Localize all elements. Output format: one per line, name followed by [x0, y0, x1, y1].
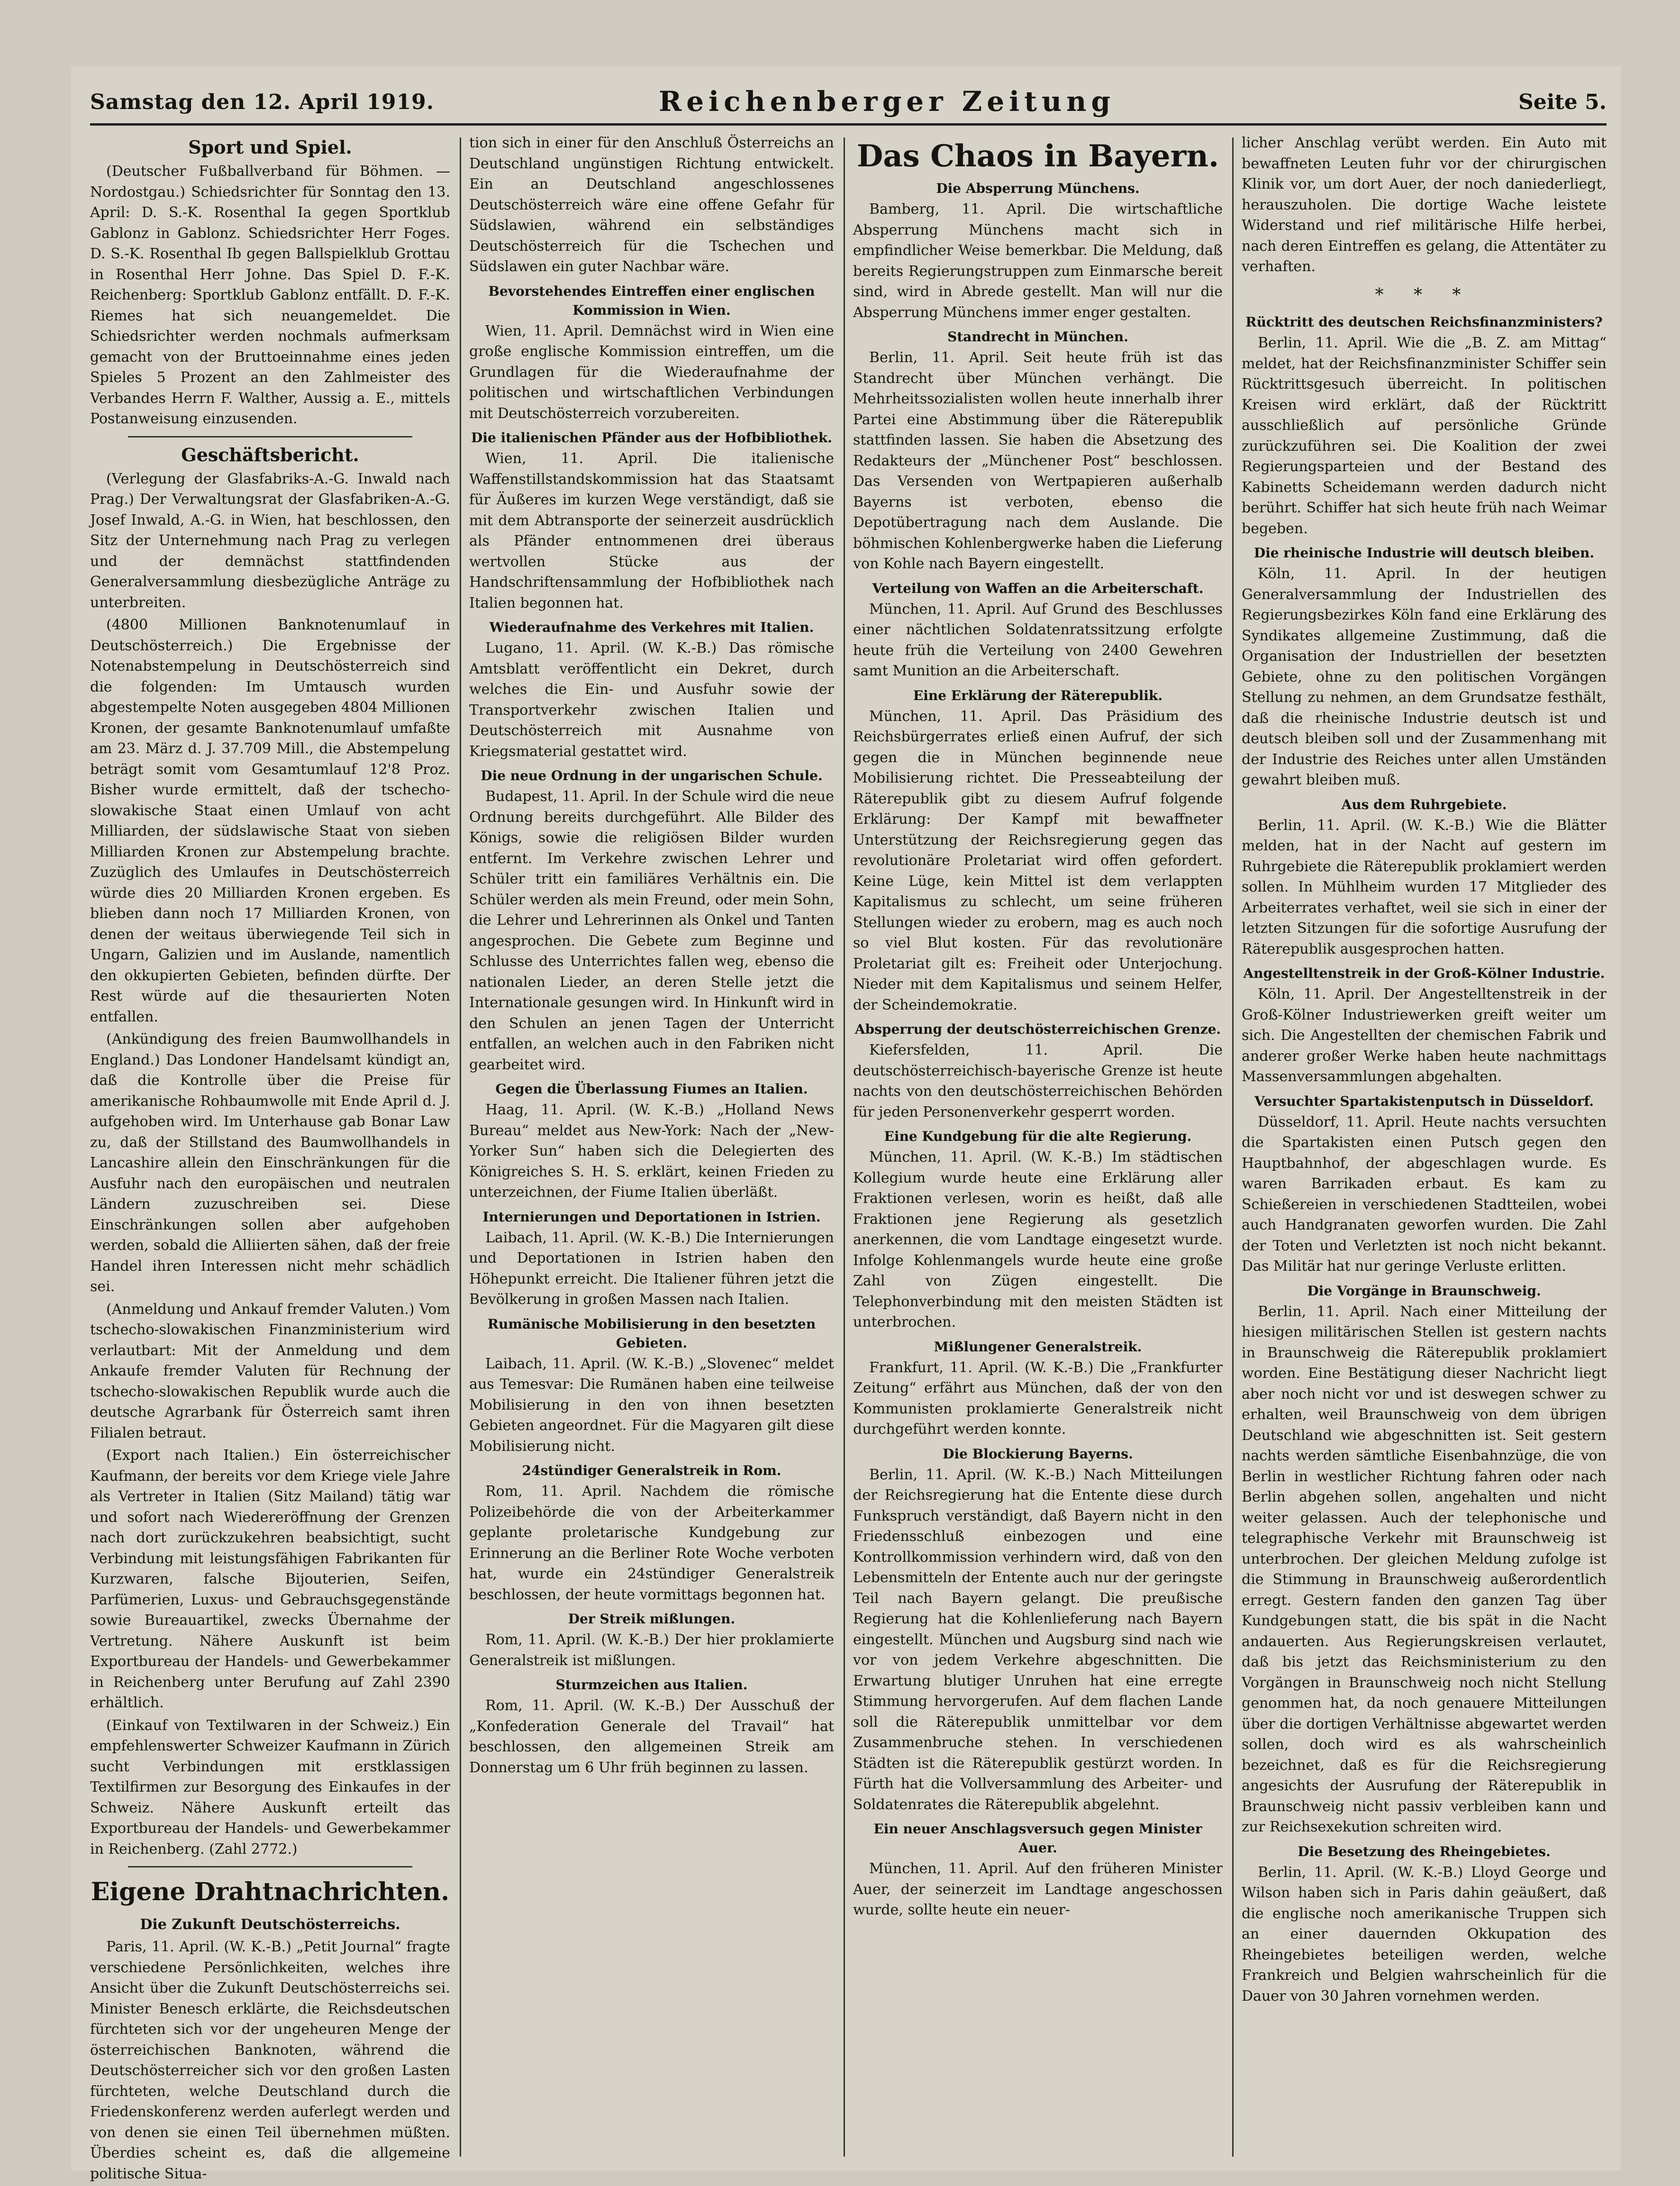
- article-heading: Aus dem Ruhrgebiete.: [1341, 796, 1507, 812]
- article-heading: Bevorstehendes Eintreffen einer englischen Kommission in Wien.: [488, 283, 815, 318]
- article-heading: Der Streik mißlungen.: [568, 1611, 736, 1627]
- article-body: Paris, 11. April. (W. K.-B.) „Petit Journal“ fragte verschiedene Persönlichkeiten, welches ihre Ansicht über die Zukunft Deutschösterreichs sei. Minister Benesch erklärte, die Reichsdeutschen fürchteten sich vor der ungeheuren Menge der österreichischen Banknoten, während die Deutschösterreicher sich vor den großen Lasten fürchteten, welche Deutschland durch die Friedenskonferenz werden auferlegt werden und von denen sie einen Teil übernehmen müßten. Überdies scheint es, daß die allgemeine politische Situa-: [90, 1939, 450, 2182]
- article-body: Bamberg, 11. April. Die wirtschaftliche Absperrung Münchens macht sich in empfindlicher Weise bemerkbar. Die Meldung, daß bereits Regierungstruppen zum Einmarsche bereit sind, wird in Abrede gestellt. Man will nur die Absperrung Münchens immer enger gestalten.: [853, 201, 1223, 321]
- column-4: [1242, 133, 1607, 2157]
- article-body: Haag, 11. April. (W. K.-B.) „Holland News Bureau“ meldet aus New-York: Nach der „New-Yorker Sun“ haben sich die Delegierten des Königreiches S. H. S. erklärt, keinen Frieden zu unterzeichnen, der Fiume Italien überläßt.: [469, 1102, 834, 1201]
- article-heading: Gegen die Überlassung Fiumes an Italien.: [495, 1081, 808, 1097]
- business-item: (Einkauf von Textilwaren in der Schweiz.) Ein empfehlenswerter Schweizer Kaufmann in Zürich sucht Verbindungen mit erstklassigen Textilfirmen zur Besorgung des Einkaufes in der Schweiz. Nähere Auskunft erteilt das Exportbureau der Handels- und Gewerbekammer in Reichenberg. (Zahl 2772.): [90, 1717, 450, 1858]
- article-heading: Eine Kundgebung für die alte Regierung.: [884, 1129, 1192, 1144]
- article-body: Wien, 11. April. Die italienische Waffenstillstandskommission hat das Staatsamt für Äußeres im kurzen Wege verständigt, daß sie mit dem Abtransporte der seinerzeit ausdrücklich als Pfänder entnommenen drei überaus wertvollen Stücke aus der Handschriftensammlung der Hofbibliothek nach Italien begonnen hat.: [469, 450, 834, 611]
- article-heading: Die neue Ordnung in der ungarischen Schule.: [481, 768, 823, 783]
- page-number: Seite 5.: [1518, 90, 1607, 114]
- article-body: Budapest, 11. April. In der Schule wird die neue Ordnung bereits durchgeführt. Alle Bilder des Königs, sowie die religiösen Bilder wurden entfernt. Im Verkehre zwischen Lehrer und Schüler tritt ein familiäres Verhältnis ein. Die Schüler werden als mein Freund, oder mein Sohn, die Lehrer und Lehrerinnen als Onkel und Tanten angesprochen. Die Gebete zum Beginne und Schlusse des Unterrichtes fallen weg, ebenso die nationalen Lieder, an deren Stelle jetzt die Internationale gesungen wird. In Hinkunft wird in den Schulen an jenen Tagen der Unterricht entfallen, an welchen auch in den Fabriken nicht gearbeitet wird.: [469, 788, 834, 1073]
- article-heading: Standrecht in München.: [947, 329, 1128, 345]
- business-item: (Ankündigung des freien Baumwollhandels in England.) Das Londoner Handelsamt kündigt an, daß die Kontrolle über die Preise für amerikanische Rohbaumwolle mit Ende April d. J. aufgehoben wird. Im Unterhause gab Bonar Law zu, daß der Stillstand des Baumwollhandels in Lancashire allein den Einschränkungen für die Ausfuhr nach den europäischen und neutralen Ländern zuzuschreiben sei. Diese Einschränkungen sollen aber aufgehoben werden, sobald die Alliierten sähen, daß der freie Handel ihren Interessen nicht mehr schädlich sei.: [90, 1031, 450, 1295]
- article-body: München, 11. April. (W. K.-B.) Im städtischen Kollegium wurde heute eine Erklärung aller Fraktionen verlesen, worin es heißt, daß alle Fraktionen jene Regierung als gesetzlich anerkennen, die vom Landtage eingesetzt wurde. Infolge Kohlenmangels wurde heute eine große Zahl von Zügen eingestellt. Die Telephonverbindung mit den meisten Städten ist unterbrochen.: [853, 1149, 1223, 1330]
- column-1: [90, 133, 450, 2182]
- newspaper-title: Reichenberger Zeitung: [659, 85, 1115, 118]
- article-heading: Sturmzeichen aus Italien.: [555, 1677, 748, 1693]
- article-body: Laibach, 11. April. (W. K.-B.) Die Internierungen und Deportationen in Istrien haben den Höhepunkt erreicht. Die Italiener führen jetzt die Bevölkerung in großen Massen nach Italien.: [469, 1229, 834, 1308]
- masthead: [90, 81, 1607, 126]
- column-separator: [844, 137, 845, 2157]
- business-item: (4800 Millionen Banknotenumlauf in Deutschösterreich.) Die Ergebnisse der Notenabstempelung in Deutschösterreich sind die folgenden: Im Umtausch wurden abgestempelte Noten ausgegeben 4804 Millionen Kronen, der gesamte Banknotenumlauf umfaßte am 23. März d. J. 37.709 Mill., die Abstempelung beträgt somit vom Gesamtumlauf 12'8 Proz. Bisher wurde ermittelt, daß der tschecho-slowakische Staat einen Umlauf von acht Milliarden, der südslawische Staat von sieben Milliarden Kronen zur Abstempelung brachte. Zuzüglich des Umlaufes in Deutschösterreich würde dies 20 Milliarden Kronen ergeben. Es blieben dann noch 17 Milliarden Kronen, von denen der weitaus überwiegende Teil sich in Ungarn, Galizien und im Auslande, namentlich den okkupierten Gebieten, befinden dürfte. Der Rest würde auf die thesaurierten Noten entfallen.: [90, 617, 450, 1025]
- article-heading: Eine Erklärung der Räterepublik.: [913, 687, 1163, 703]
- article-body: Köln, 11. April. Der Angestelltenstreik in der Groß-Kölner Industriewerken greift weiter um sich. Die Angestellten der chemischen Fabrik und anderer großer Werke haben heute nachmittags Massenversammlungen abgehalten.: [1242, 986, 1607, 1085]
- article-body: Berlin, 11. April. Wie die „B. Z. am Mittag“ meldet, hat der Reichsfinanzminister Schiffer sein Rücktrittsgesuch überreicht. In politischen Kreisen wird erklärt, daß der Rücktritt ausschließlich auf persönliche Gründe zurückzuführen sei. Die Koalition der zwei Regierungsparteien und der Bestand des Kabinetts Scheidemann werden dadurch nicht berührt. Schiffer hat sich heute früh nach Weimar begeben.: [1242, 335, 1607, 537]
- article-heading: Versuchter Spartakistenputsch in Düsseldorf.: [1254, 1093, 1594, 1109]
- article-body: Laibach, 11. April. (W. K.-B.) „Slovenec“ meldet aus Temesvar: Die Rumänen haben eine teilweise Mobilisierung in den von ihnen besetzten Gebieten angeordnet. Für die Magyaren gilt diese Mobilisierung nicht.: [469, 1355, 834, 1455]
- article-heading: Internierungen und Deportationen in Istrien.: [482, 1209, 821, 1225]
- column-2: [469, 133, 834, 2157]
- article-body: Lugano, 11. April. (W. K.-B.) Das römische Amtsblatt veröffentlicht ein Dekret, durch welches die Ein- und Ausfuhr sowie der Transportverkehr zwischen Italien und Deutschösterreich mit Ausnahme von Kriegsmaterial gestattet wird.: [469, 640, 834, 760]
- article-heading: Die Absperrung Münchens.: [936, 181, 1140, 196]
- business-item: (Anmeldung und Ankauf fremder Valuten.) Vom tschecho-slowakischen Finanzministerium wird verlautbart: Mit der Anmeldung und dem Ankaufe fremder Valuten für Rechnung der tschecho-slowakischen Republik wurde auch die deutsche Agrarbank für Österreich samt ihren Filialen betraut.: [90, 1301, 450, 1441]
- article-heading: Rücktritt des deutschen Reichsfinanzministers?: [1245, 314, 1603, 330]
- article-heading: Verteilung von Waffen an die Arbeiterschaft.: [872, 580, 1204, 596]
- column-separator: [1232, 137, 1234, 2157]
- article-body: Berlin, 11. April. (W. K.-B.) Wie die Blätter melden, hat in der Nacht auf gestern im Ruhrgebiete die Räterepublik proklamiert werden sollen. In Mühlheim wurden 17 Mitglieder des Arbeiterrates verhaftet, weil sie sich in einer der letzten Sitzungen für die sofortige Ausrufung der Räterepublik ausgesprochen hatten.: [1242, 817, 1607, 957]
- issue-date: Samstag den 12. April 1919.: [90, 90, 435, 114]
- article-heading: Ein neuer Anschlagsversuch gegen Minister Auer.: [873, 1821, 1202, 1856]
- article-heading: Die rheinische Industrie will deutsch bleiben.: [1253, 545, 1595, 561]
- article-body: Rom, 11. April. (W. K.-B.) Der Ausschuß der „Konfederation Generale del Travail“ hat beschlossen, den allgemeinen Streik am Donnerstag um 6 Uhr früh beginnen zu lassen.: [469, 1697, 834, 1776]
- business-item: (Verlegung der Glasfabriks-A.-G. Inwald nach Prag.) Der Verwaltungsrat der Glasfabriken-A.-G. Josef Inwald, A.-G. in Wien, hat beschlossen, den Sitz der Unternehmung nach Prag zu verlegen und der demnächst stattfindenden Generalversammlung diesbezügliche Anträge zu unterbreiten.: [90, 470, 450, 611]
- business-heading: Geschäftsbericht.: [181, 444, 359, 465]
- article-heading: Die Vorgänge in Braunschweig.: [1307, 1283, 1541, 1299]
- article-heading: Die Blockierung Bayerns.: [943, 1446, 1133, 1462]
- article-body: Berlin, 11. April. Seit heute früh ist das Standrecht über München verhängt. Die Mehrheitssozialisten wollen heute innerhalb ihrer Partei eine Abstimmung über die Räterepublik stattfinden lassen. Sie haben die Absetzung des Redakteurs der „Münchener Post“ beschlossen. Das Versenden von Wertpapieren außerhalb Bayerns ist verboten, ebenso die Depotübertragung nach dem Auslande. Die böhmischen Kohlenbergwerke haben die Lieferung von Kohle nach Bayern eingestellt.: [853, 349, 1223, 572]
- article-heading: Wiederaufnahme des Verkehres mit Italien.: [489, 619, 814, 635]
- article-heading: Die Besetzung des Rheingebietes.: [1298, 1843, 1551, 1859]
- article-continuation: tion sich in einer für den Anschluß Österreichs an Deutschland ungünstigen Richtung entwickelt. Ein an Deutschland angeschlossenes Deutschösterreich wäre eine offene Gefahr für Südslawien, während ein selbständiges Deutschösterreich für die Tschechen und Südslawen ein guter Nachbar wäre.: [469, 135, 834, 275]
- article-body: Berlin, 11. April. (W. K.-B.) Lloyd George und Wilson haben sich in Paris dahin geäußert, daß die englische noch amerikanische Truppen sich an einer dauernden Okkupation des Rheingebietes beteiligen werden, welche Frankreich und Belgien wahrscheinlich für die Dauer von 30 Jahren vornehmen werden.: [1242, 1864, 1607, 2004]
- section-stars: * * *: [1375, 285, 1473, 305]
- article-body: München, 11. April. Auf Grund des Beschlusses einer nächtlichen Soldatenratssitzung erfolgte heute früh die Verteilung von 2400 Gewehren samt Munition an die Arbeiterschaft.: [853, 601, 1223, 679]
- article-body: Köln, 11. April. In der heutigen Generalversammlung der Industriellen des Regierungsbezirkes Köln fand eine Erklärung des Syndikates allgemeine Zustimmung, daß die Organisation der Industriellen der besetzten Gebiete, ohne zu den politischen Vorgängen Stellung zu nehmen, an dem Grundsatze festhält, daß die rheinische Industrie deutsch ist und deutsch bleiben soll und der Zusammenhang mit der Industrie des Reiches unter allen Umständen gewahrt bleiben muß.: [1242, 565, 1607, 788]
- article-heading: Angestelltenstreik in der Groß-Kölner Industrie.: [1243, 965, 1605, 981]
- article-body: Rom, 11. April. (W. K.-B.) Der hier proklamierte Generalstreik ist mißlungen.: [469, 1631, 834, 1669]
- article-heading: Rumänische Mobilisierung in den besetzten Gebieten.: [487, 1316, 816, 1351]
- article-continuation: licher Anschlag verübt werden. Ein Auto mit bewaffneten Leuten fuhr vor der chirurgischen Klinik vor, um dort Auer, der noch daniederliegt, herauszuholen. Die dortige Wache leistete Widerstand und rief militärische Hilfe herbei, nach deren Eintreffen es gelang, die Attentäter zu verhaften.: [1242, 135, 1607, 275]
- article-body: Kiefersfelden, 11. April. Die deutschösterreichisch-bayerische Grenze ist heute nachts von den deutschösterreichischen Behörden für jeden Personenverkehr gesperrt worden.: [853, 1042, 1223, 1120]
- article-body: Berlin, 11. April. (W. K.-B.) Nach Mitteilungen der Reichsregierung hat die Entente diese durch Funkspruch verständigt, daß Bayern nicht in den Friedensschluß einbezogen und eine Kontrollkommission verhindern wird, daß von den Lebensmitteln der Entente auch nur der geringste Teil nach Bayern gelangt. Die preußische Regierung hat die Kohlenlieferung nach Bayern eingestellt. München und Augsburg sind nach wie vor von jedem Verkehre abgeschnitten. Die Erwartung blutiger Unruhen hat eine erregte Stimmung hervorgerufen. Auf dem flachen Lande soll die Räterepublik unmittelbar vor dem Zusammenbruche stehen. In verschiedenen Städten ist die Räterepublik gestürzt worden. In Fürth hat die Vollversammlung des Arbeiter- und Soldatenrates die Räterepublik abgelehnt.: [853, 1466, 1223, 1813]
- article-body: Rom, 11. April. Nachdem die römische Polizeibehörde die von der Arbeiterkammer geplante proletarische Kundgebung zur Erinnerung an die Berliner Rote Woche verboten hat, wurde ein 24stündiger Generalstreik beschlossen, der heute vormittags begonnen hat.: [469, 1483, 834, 1603]
- article-heading: Mißlungener Generalstreik.: [934, 1339, 1142, 1355]
- article-heading: 24stündiger Generalstreik in Rom.: [522, 1463, 781, 1478]
- newspaper-page: [71, 66, 1621, 2182]
- column-3: [853, 133, 1223, 2157]
- article-body: Düsseldorf, 11. April. Heute nachts versuchten die Spartakisten einen Putsch gegen den Hauptbahnhof, der abgeschlagen wurde. Es waren Barrikaden erbaut. Es kam zu Schießereien in verschiedenen Stadtteilen, wobei auch Handgranaten geworfen wurden. Die Zahl der Toten und Verletzten ist noch nicht bekannt. Das Militär hat nur geringe Verluste erlitten.: [1242, 1113, 1607, 1275]
- business-item: (Export nach Italien.) Ein österreichischer Kaufmann, der bereits vor dem Kriege viele Jahre als Vertreter in Italien (Sitz Mailand) tätig war und sofort nach Wiedereröffnung der Grenzen nach dort zurückzukehren beabsichtigt, sucht Verbindung mit leistungsfähigen Fabrikanten für Kurzwaren, falsche Bijouterien, Seifen, Parfümerien, Luxus- und Gebrauchsgegenstände sowie Bureauartikel, zwecks Übernahme der Vertretung. Nähere Auskunft ist beim Exportbureau der Handels- und Gewerbekammer in Reichenberg unter Berufung auf Zahl 2390 erhältlich.: [90, 1447, 450, 1711]
- article-body: Berlin, 11. April. Nach einer Mitteilung der hiesigen militärischen Stellen ist gestern nachts in Braunschweig die Räterepublik proklamiert worden. Eine Bestätigung dieser Nachricht liegt aber noch nicht vor und ist deswegen schwer zu erhalten, weil Braunschweig von dem übrigen Deutschland wie abgeschnitten ist. Seit gestern nachts werden sämtliche Eisenbahnzüge, die von Berlin in westlicher Richtung fahren oder nach Berlin abgehen sollen, angehalten und nicht weiter gelassen. Auch der telephonische und telegraphische Verkehr mit Braunschweig ist unterbrochen. Der gleichen Meldung zufolge ist die Stimmung in Braunschweig außerordentlich erregt. Gestern fanden den ganzen Tag über Kundgebungen statt, die bis spät in die Nacht andauerten. Aus Regierungskreisen verlautet, daß bis jetzt das Reichsministerium zu den Vorgängen in Braunschweig noch nicht Stellung genommen hat, da noch genauere Mitteilungen über die dortigen Verhältnisse abgewartet werden sollen, doch wird es als wahrscheinlich bezeichnet, daß es für die Reichsregierung angesichts der Ausrufung der Räterepublik in Braunschweig nicht passiv verbleiben kann und zur Reichsexekution schreiten wird.: [1242, 1303, 1607, 1835]
- main-headline: Das Chaos in Bayern.: [856, 138, 1219, 174]
- wire-news-heading: Eigene Drahtnachrichten.: [91, 1877, 450, 1906]
- article-heading: Die Zukunft Deutschösterreichs.: [140, 1916, 400, 1933]
- article-heading: Die italienischen Pfänder aus der Hofbibliothek.: [471, 430, 832, 446]
- column-separator: [460, 137, 461, 2157]
- sport-article: (Deutscher Fußballverband für Böhmen. — Nordostgau.) Schiedsrichter für Sonntag den 13. April: D. S.-K. Rosenthal Ia gegen Sportklub Gablonz in Gablonz. Schiedsrichter Herr Foges. D. S.-K. Rosenthal Ib gegen Ballspielklub Grottau in Rosenthal Herr Johne. Das Spiel D. F.-K. Reichenberg: Sportklub Gablonz entfällt. D. F.-K. Riemes hat sich neuangemeldet. Die Schiedsrichter werden nochmals aufmerksam gemacht von der Bruttoeinnahme eines jeden Spieles 5 Prozent an den Zahlmeister des Verbandes Herrn F. Walther, Aussig a. E., mittels Postanweisung einzusenden.: [90, 163, 450, 427]
- article-heading: Absperrung der deutschösterreichischen Grenze.: [854, 1021, 1221, 1037]
- article-body: München, 11. April. Das Präsidium des Reichsbürgerrates erließ einen Aufruf, der sich gegen die in München beginnende neue Mobilisierung richtet. Die Presseabteilung der Räterepublik gibt zu diesem Aufruf folgende Erklärung: Der Kampf mit bewaffneter Unterstützung der Reichsregierung gegen das revolutionäre Proletariat wird offen gefordert. Keine Lüge, kein Mittel ist dem verlappten Kapitalismus zu schlecht, um seine früheren Stellungen wieder zu erobern, mag es auch noch so viel Blut kosten. Für das revolutionäre Proletariat gilt es: Freiheit oder Unterjochung. Nieder mit dem Kapitalismus und seinem Helfer, der Scheindemokratie.: [853, 708, 1223, 1013]
- divider: [128, 1866, 412, 1867]
- article-body: Wien, 11. April. Demnächst wird in Wien eine große englische Kommission eintreffen, um die Grundlagen für die Wiederaufnahme der politischen und wirtschaftlichen Verbindungen mit Deutschösterreich vorzubereiten.: [469, 322, 834, 422]
- sport-heading: Sport und Spiel.: [188, 137, 352, 158]
- article-body: Frankfurt, 11. April. (W. K.-B.) Die „Frankfurter Zeitung“ erfährt aus München, daß der von den Kommunisten proklamierte Generalstreik nicht durchgeführt werden konnte.: [853, 1359, 1223, 1438]
- article-body: München, 11. April. Auf den früheren Minister Auer, der seinerzeit im Landtage angeschossen wurde, sollte heute ein neuer-: [853, 1860, 1223, 1918]
- divider: [128, 436, 412, 437]
